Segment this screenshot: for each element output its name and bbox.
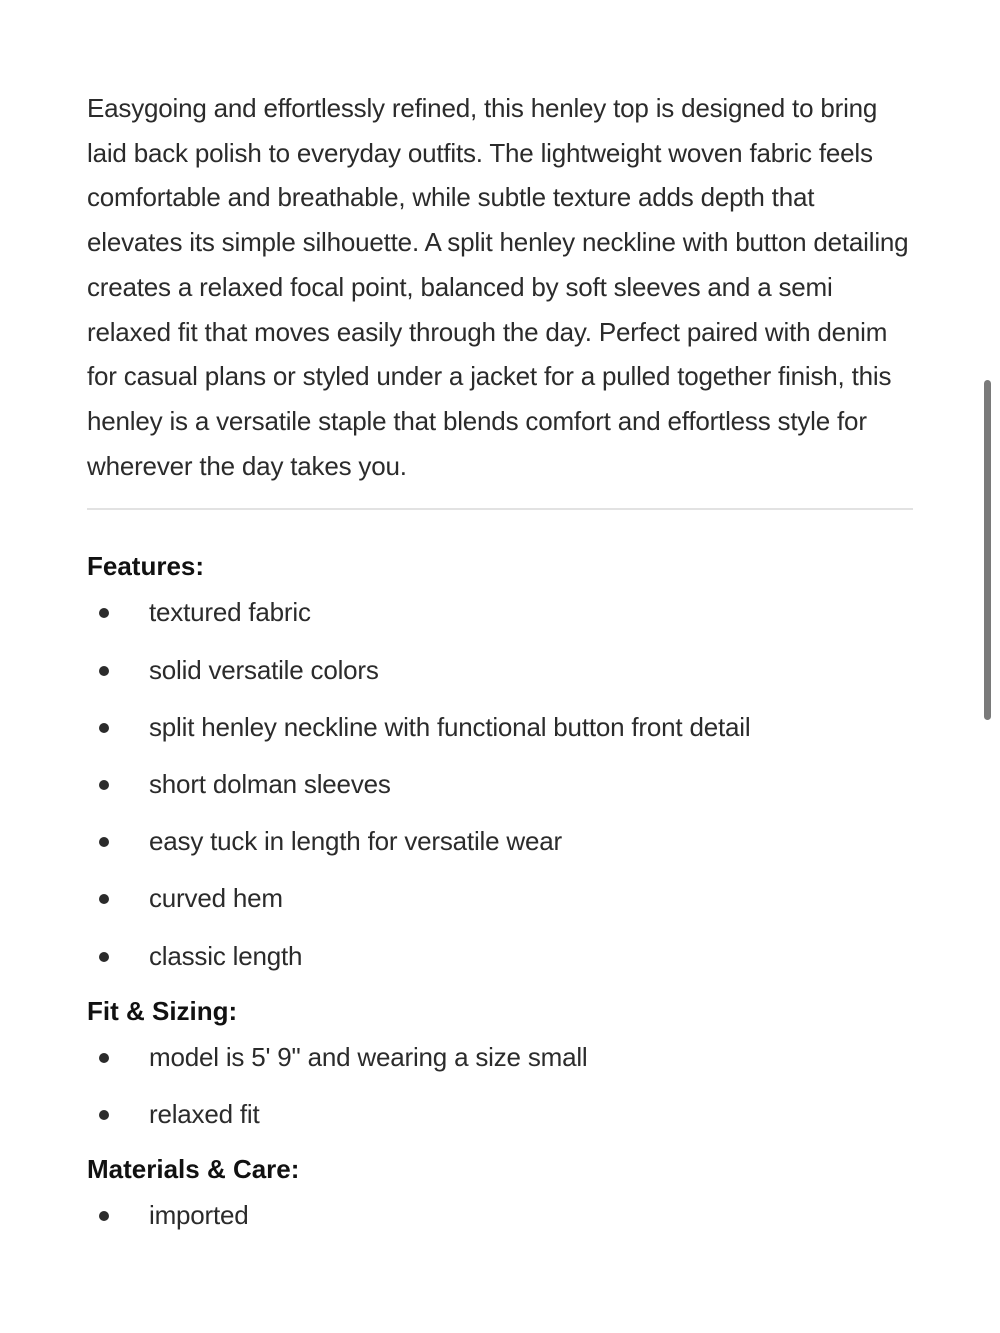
list-item: [87, 584, 913, 641]
list-item: [87, 699, 913, 756]
bullet-icon: [99, 1053, 109, 1063]
list-item: [87, 870, 913, 927]
features-heading: Features:: [87, 551, 205, 582]
bullet-icon: [99, 837, 109, 847]
product-details: [87, 86, 913, 1244]
list-item: [87, 756, 913, 813]
care-text: imported: [149, 1200, 249, 1231]
list-item: [87, 928, 913, 985]
bullet-icon: [99, 780, 109, 790]
fit-text: relaxed fit: [149, 1098, 260, 1129]
feature-text: split henley neckline with functional button front detail: [149, 711, 751, 742]
bullet-icon: [99, 952, 109, 962]
product-description: Easygoing and effortlessly refined, this henley top is designed to bring laid back polish to everyday outfits. The lightweight woven fabric feels comfortable and breathable, while subtle texture adds depth that elevates its simple silhouette. A split henley neckline with button detailing creates a relaxed focal point, balanced by soft sleeves and a semi relaxed fit that moves easily through the day. Perfect paired with denim for casual plans or styled under a jacket for a pulled together finish, this henley is a versatile staple that blends comfort and effortless style for wherever the day takes you.: [87, 93, 909, 481]
bullet-icon: [99, 1211, 109, 1221]
materials-care-list: [87, 1187, 913, 1244]
materials-care-heading: Materials & Care:: [87, 1154, 300, 1185]
list-item: [87, 1086, 913, 1143]
bullet-icon: [99, 723, 109, 733]
feature-text: textured fabric: [149, 597, 311, 628]
feature-text: classic length: [149, 940, 303, 971]
list-item: [87, 1187, 913, 1244]
bullet-icon: [99, 666, 109, 676]
fit-text: model is 5' 9" and wearing a size small: [149, 1041, 588, 1072]
feature-text: solid versatile colors: [149, 654, 379, 685]
bullet-icon: [99, 894, 109, 904]
section-divider: [87, 508, 913, 510]
feature-text: short dolman sleeves: [149, 768, 391, 799]
feature-text: easy tuck in length for versatile wear: [149, 826, 562, 857]
list-item: [87, 642, 913, 699]
feature-text: curved hem: [149, 883, 283, 914]
list-item: [87, 813, 913, 870]
list-item: [87, 1029, 913, 1086]
features-list: [87, 584, 913, 984]
fit-sizing-heading: Fit & Sizing:: [87, 995, 238, 1026]
bullet-icon: [99, 608, 109, 618]
scrollbar-thumb[interactable]: [984, 380, 991, 720]
vertical-scrollbar[interactable]: [984, 380, 992, 720]
fit-sizing-list: [87, 1029, 913, 1143]
bullet-icon: [99, 1110, 109, 1120]
